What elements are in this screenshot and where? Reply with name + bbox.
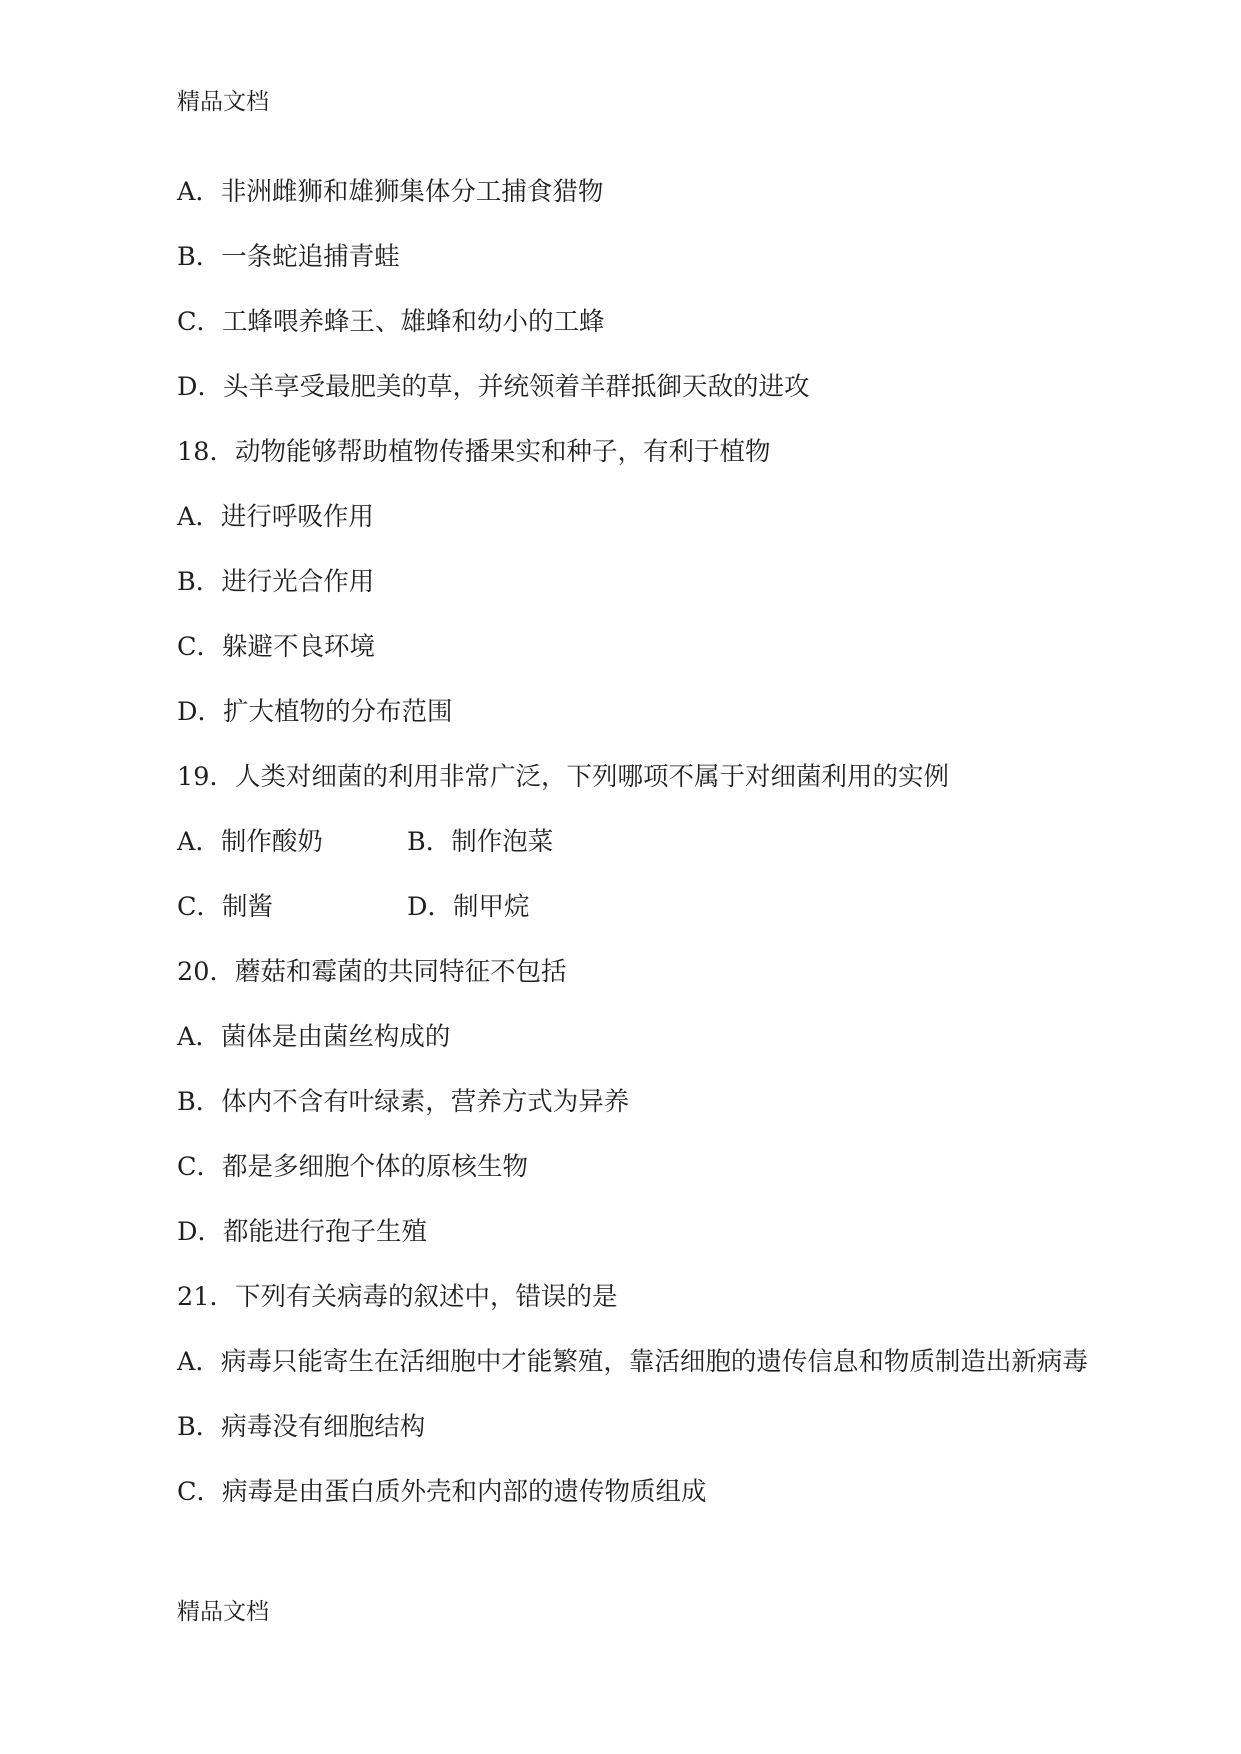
question-content [177,160,1127,1525]
q21-stem: 21．下列有关病毒的叙述中，错误的是 [177,1282,618,1312]
q19-stem: 19．人类对细菌的利用非常广泛，下列哪项不属于对细菌利用的实例 [177,762,949,792]
q17-option-c: C．工蜂喂养蜂王、雄蜂和幼小的工蜂 [177,307,605,337]
q20-option-a: A．菌体是由菌丝构成的 [177,1022,451,1052]
q20-option-c: C．都是多细胞个体的原核生物 [177,1152,529,1182]
q21-option-c: C．病毒是由蛋白质外壳和内部的遗传物质组成 [177,1477,707,1507]
q19-option-a: A．制作酸奶 [177,827,323,857]
q19-options-row-2 [177,875,1127,940]
q17-option-a: A．非洲雌狮和雄狮集体分工捕食猎物 [177,177,604,207]
q18-stem: 18．动物能够帮助植物传播果实和种子，有利于植物 [177,437,771,467]
page-footer: 精品文档 [177,1599,269,1625]
q20-option-b: B．体内不含有叶绿素，营养方式为异养 [177,1087,630,1117]
q19-option-c: C．制酱 [177,892,274,922]
q19-option-b: B．制作泡菜 [407,827,554,857]
q19-options-row-1 [177,810,1127,875]
q21-option-b: B．病毒没有细胞结构 [177,1412,426,1442]
q18-option-b: B．进行光合作用 [177,567,375,597]
q20-option-d: D．都能进行孢子生殖 [177,1217,427,1247]
q19-option-d: D．制甲烷 [407,892,530,922]
q20-stem: 20．蘑菇和霉菌的共同特征不包括 [177,957,567,987]
q21-option-a: A．病毒只能寄生在活细胞中才能繁殖，靠活细胞的遗传信息和物质制造出新病毒 [177,1347,1088,1377]
q18-option-a: A．进行呼吸作用 [177,502,374,532]
q18-option-c: C．躲避不良环境 [177,632,376,662]
q17-option-d: D．头羊享受最肥美的草，并统领着羊群抵御天敌的进攻 [177,372,810,402]
q18-option-d: D．扩大植物的分布范围 [177,697,453,727]
page-header: 精品文档 [177,89,269,115]
q17-option-b: B．一条蛇追捕青蛙 [177,242,400,272]
